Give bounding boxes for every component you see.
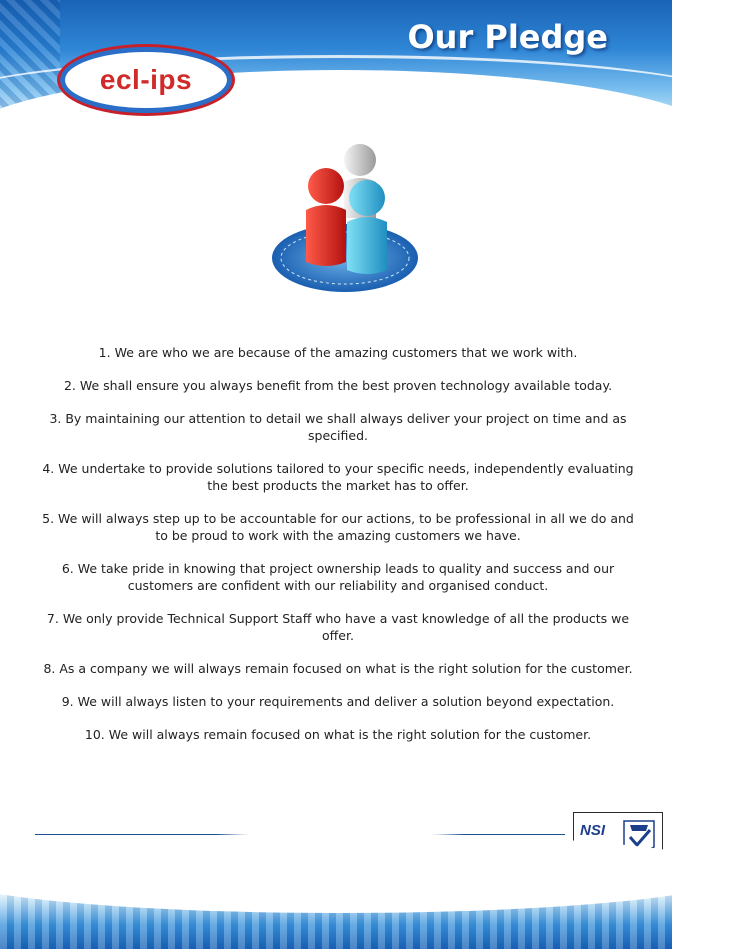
pledge-item: 3. By maintaining our attention to detail we shall always deliver your project on time and as specified.	[49, 411, 627, 443]
pledge-item: 9. We will always listen to your requirements and deliver a solution beyond expectation.	[61, 694, 615, 709]
nsi-label: NSI	[580, 822, 606, 839]
pledge-list	[38, 344, 638, 759]
pledge-item: 2. We shall ensure you always benefit from the best proven technology available today.	[63, 378, 613, 393]
logo-text: ecl-ips	[99, 64, 193, 95]
pledge-item: 4. We undertake to provide solutions tailored to your specific needs, independently evaluating the best products the market has to offer.	[42, 461, 634, 493]
pledge-item: 8. As a company we will always remain focused on what is the right solution for the customer.	[43, 661, 633, 676]
pledge-item: 6. We take pride in knowing that project ownership leads to quality and success and our customers are confident with our reliability and organised conduct.	[61, 561, 615, 593]
pledge-item: 5. We will always step up to be accountable for our actions, to be professional in all we do and to be proud to work with the amazing customers we have.	[42, 511, 634, 543]
page-title: Our Pledge	[407, 18, 608, 56]
pledge-item: 10. We will always remain focused on what is the right solution for the customer.	[84, 727, 592, 742]
people-group-icon	[270, 140, 420, 298]
pledge-item: 7. We only provide Technical Support Staff who have a vast knowledge of all the products we offer.	[46, 611, 630, 643]
pledge-item: 1. We are who we are because of the amazing customers that we work with.	[98, 345, 578, 360]
company-logo	[60, 47, 232, 113]
footer-banner	[0, 888, 672, 949]
